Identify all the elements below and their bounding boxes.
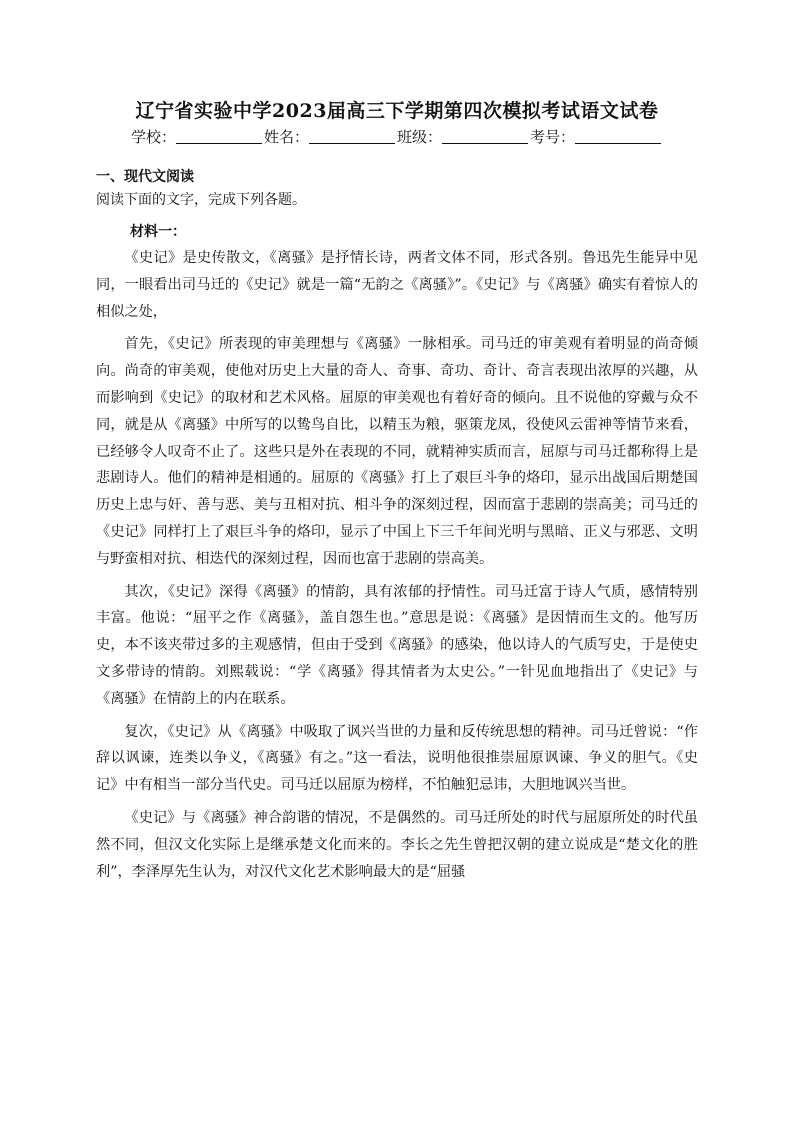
passage-paragraph: 《史记》是史传散文，《离骚》是抒情长诗，两者文体不同，形式各别。鲁迅先生能异中见同，一眼看出司马迁的《史记》就是一篇“无韵之《离骚》”。《史记》与《离骚》确实有着惊人的相似之处，: [96, 250, 698, 320]
class-blank: [442, 129, 528, 144]
student-info-line: [0, 126, 794, 147]
exam-number-field: [530, 126, 663, 147]
name-field: [264, 126, 397, 147]
passage-paragraph: 复次，《史记》从《离骚》中吸取了讽兴当世的力量和反传统思想的精神。司马迁曾说：“作辞以讽谏，连类以争义，《离骚》有之。”这一看法，说明他很推崇屈原讽谏、争义的胆气。《史记》中有相当一部分当代史。司马迁以屈原为榜样，不怕触犯忌讳，大胆地讽兴当世。: [96, 723, 698, 794]
name-blank: [309, 129, 395, 144]
reading-passage: [96, 245, 698, 891]
school-field: [131, 126, 264, 147]
section-heading: 一、现代文阅读: [96, 169, 194, 185]
school-blank: [176, 129, 262, 144]
school-label: 学校：: [130, 128, 176, 146]
class-label: 班级：: [397, 128, 443, 146]
name-label: 姓名：: [263, 128, 309, 146]
passage-paragraph: 《史记》与《离骚》神合韵谐的情况，不是偶然的。司马迁所处的时代与屈原所处的时代虽然不同，但汉文化实际上是继承楚文化而来的。李长之先生曾把汉朝的建立说成是“楚文化的胜利”，李泽厚先生认为，对汉代文化艺术影响最大的是“屈骚: [96, 809, 698, 880]
section-instruction: 阅读下面的文字，完成下列各题。: [96, 192, 306, 208]
passage-paragraph: 首先，《史记》所表现的审美理想与《离骚》一脉相承。司马迁的审美观有着明显的尚奇倾向。尚奇的审美观，使他对历史上大量的奇人、奇事、奇功、奇计、奇言表现出浓厚的兴趣，从而影响到《史记》的取材和艺术风格。屈原的审美观也有着好奇的倾向。且不说他的穿戴与众不同，就是从《离骚》中所写的以鸷鸟自比，以精玉为粮，驱策龙凤，役使风云雷神等情节来看，已经够令人叹奇不止了。这些只是外在表现的不同，就精神实质而言，屈原与司马迁都称得上是悲剧诗人。他们的精神是相通的。屈原的《离骚》打上了艰巨斗争的烙印，显示出战国后期楚国历史上忠与奸、善与恶、美与丑相对抗、相斗争的深刻过程，因而富于悲剧的崇高美；司马迁的《史记》同样打上了艰巨斗争的烙印，显示了中国上下三千年间光明与黑暗、正义与邪恶、文明与野蛮相对抗、相迭代的深刻过程，因而也富于悲剧的崇高美。: [96, 336, 698, 567]
exam-title: 辽宁省实验中学2023届高三下学期第四次模拟考试语文试卷: [135, 100, 659, 122]
exam-number-blank: [575, 129, 661, 144]
exam-number-label: 考号：: [530, 128, 576, 146]
class-field: [397, 126, 530, 147]
passage-paragraph: 其次，《史记》深得《离骚》的情韵，具有浓郁的抒情性。司马迁富于诗人气质，感情特别丰富。他说：“屈平之作《离骚》，盖自怨生也。”意思是说：《离骚》是因情而生文的。他写历史，本不该夹带过多的主观感情，但由于受到《离骚》的感染，他以诗人的气质写史，于是使史文多带诗的情韵。刘熙载说：“学《离骚》得其情者为太史公。”一针见血地指出了《史记》与《离骚》在情韵上的内在联系。: [96, 583, 698, 707]
material-label: 材料一：: [130, 224, 186, 240]
